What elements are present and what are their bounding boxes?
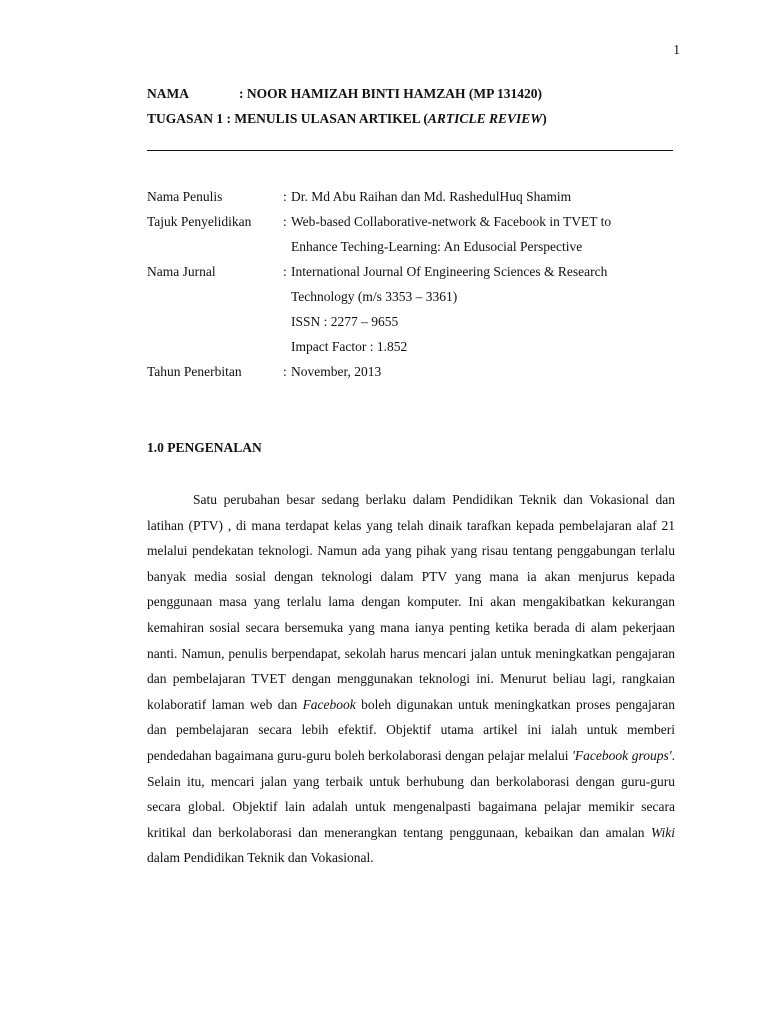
meta-value-line: Enhance Teching-Learning: An Edusocial Perspective	[291, 239, 583, 254]
paragraph-text: boleh digunakan untuk meningkatkan proses pengajaran dan pembelajaran secara lebih efektif. Objektif utama artikel ini ialah untuk memberi pendedahan bagaimana guru-guru boleh berkolaborasi dengan pelajar melalui	[147, 696, 675, 763]
impact-factor-value: Impact Factor : 1.852	[291, 339, 408, 354]
meta-value-line: International Journal Of Engineering Sciences & Research	[291, 264, 608, 279]
meta-value-year	[283, 359, 677, 384]
meta-row-year	[147, 359, 677, 384]
section-heading: 1.0 PENGENALAN	[147, 440, 262, 455]
assignment-title-prefix: TUGASAN 1 : MENULIS ULASAN ARTIKEL (	[147, 111, 428, 126]
paragraph-italic-term: Wiki	[651, 824, 675, 840]
assignment-title	[147, 111, 547, 127]
meta-colon: :	[283, 189, 287, 204]
meta-label-year: Tahun Penerbitan	[147, 364, 242, 379]
meta-colon: :	[283, 364, 287, 379]
meta-value-journal	[283, 259, 677, 359]
assignment-title-suffix: )	[542, 111, 547, 126]
header-divider	[147, 150, 673, 151]
meta-value-title	[283, 209, 677, 259]
issn-value: ISSN : 2277 – 9655	[291, 314, 399, 329]
meta-colon: :	[283, 264, 287, 279]
introduction-paragraph	[147, 487, 675, 871]
student-name-line	[147, 86, 542, 102]
meta-value-line: Dr. Md Abu Raihan dan Md. RashedulHuq Shamim	[291, 189, 572, 204]
meta-row-title	[147, 209, 677, 259]
name-value: : NOOR HAMIZAH BINTI HAMZAH (MP 131420)	[239, 86, 542, 101]
page-number: 1	[673, 42, 680, 57]
meta-label-journal: Nama Jurnal	[147, 264, 216, 279]
paragraph-italic-term: 'Facebook groups'	[572, 747, 672, 763]
meta-value-line: November, 2013	[291, 364, 382, 379]
paragraph-italic-term: Facebook	[302, 696, 356, 712]
meta-value-line: Web-based Collaborative-network & Facebook in TVET to	[291, 214, 612, 229]
article-metadata	[147, 184, 677, 384]
assignment-title-italic: ARTICLE REVIEW	[427, 111, 543, 126]
paragraph-text: Satu perubahan besar sedang berlaku dalam Pendidikan Teknik dan Vokasional dan latihan (PTV) , di mana terdapat kelas yang telah dinaik tarafkan kepada pembelajaran alaf 21 melalui pendekatan teknologi. Namun ada yang pihak yang risau tentang penggabungan terlalu banyak media sosial dengan teknologi dalam PTV yang mana ia akan menjurus kepada penggunaan masa yang terlalu lama dengan komputer. Ini akan mengakibatkan kekurangan kemahiran sosial secara bersemuka yang mana ianya penting ketika berada di alam pekerjaan nanti. Namun, penulis berpendapat, sekolah harus mencari jalan untuk meningkatkan pengajaran dan pembelajaran TVET dengan menggunakan teknologi ini. Menurut beliau lagi, rangkaian kolaboratif laman web dan	[147, 492, 675, 712]
meta-row-journal	[147, 259, 677, 359]
meta-row-author	[147, 184, 677, 209]
paragraph-text: . Selain itu, mencari jalan yang terbaik untuk berhubung dan berkolaborasi dengan guru-guru secara global. Objektif lain adalah untuk mengenalpasti bagaimana pelajar memikir secara kritikal dan berkolaborasi dan menerangkan tentang penggunaan, kebaikan dan amalan	[147, 747, 675, 840]
paragraph-text: dalam Pendidikan Teknik dan Vokasional.	[147, 850, 374, 866]
name-label: NAMA	[147, 86, 189, 101]
meta-colon: :	[283, 214, 287, 229]
meta-value-line: Technology (m/s 3353 – 3361)	[291, 289, 458, 304]
meta-label-author: Nama Penulis	[147, 189, 223, 204]
meta-label-title: Tajuk Penyelidikan	[147, 214, 252, 229]
meta-value-author	[283, 184, 677, 209]
